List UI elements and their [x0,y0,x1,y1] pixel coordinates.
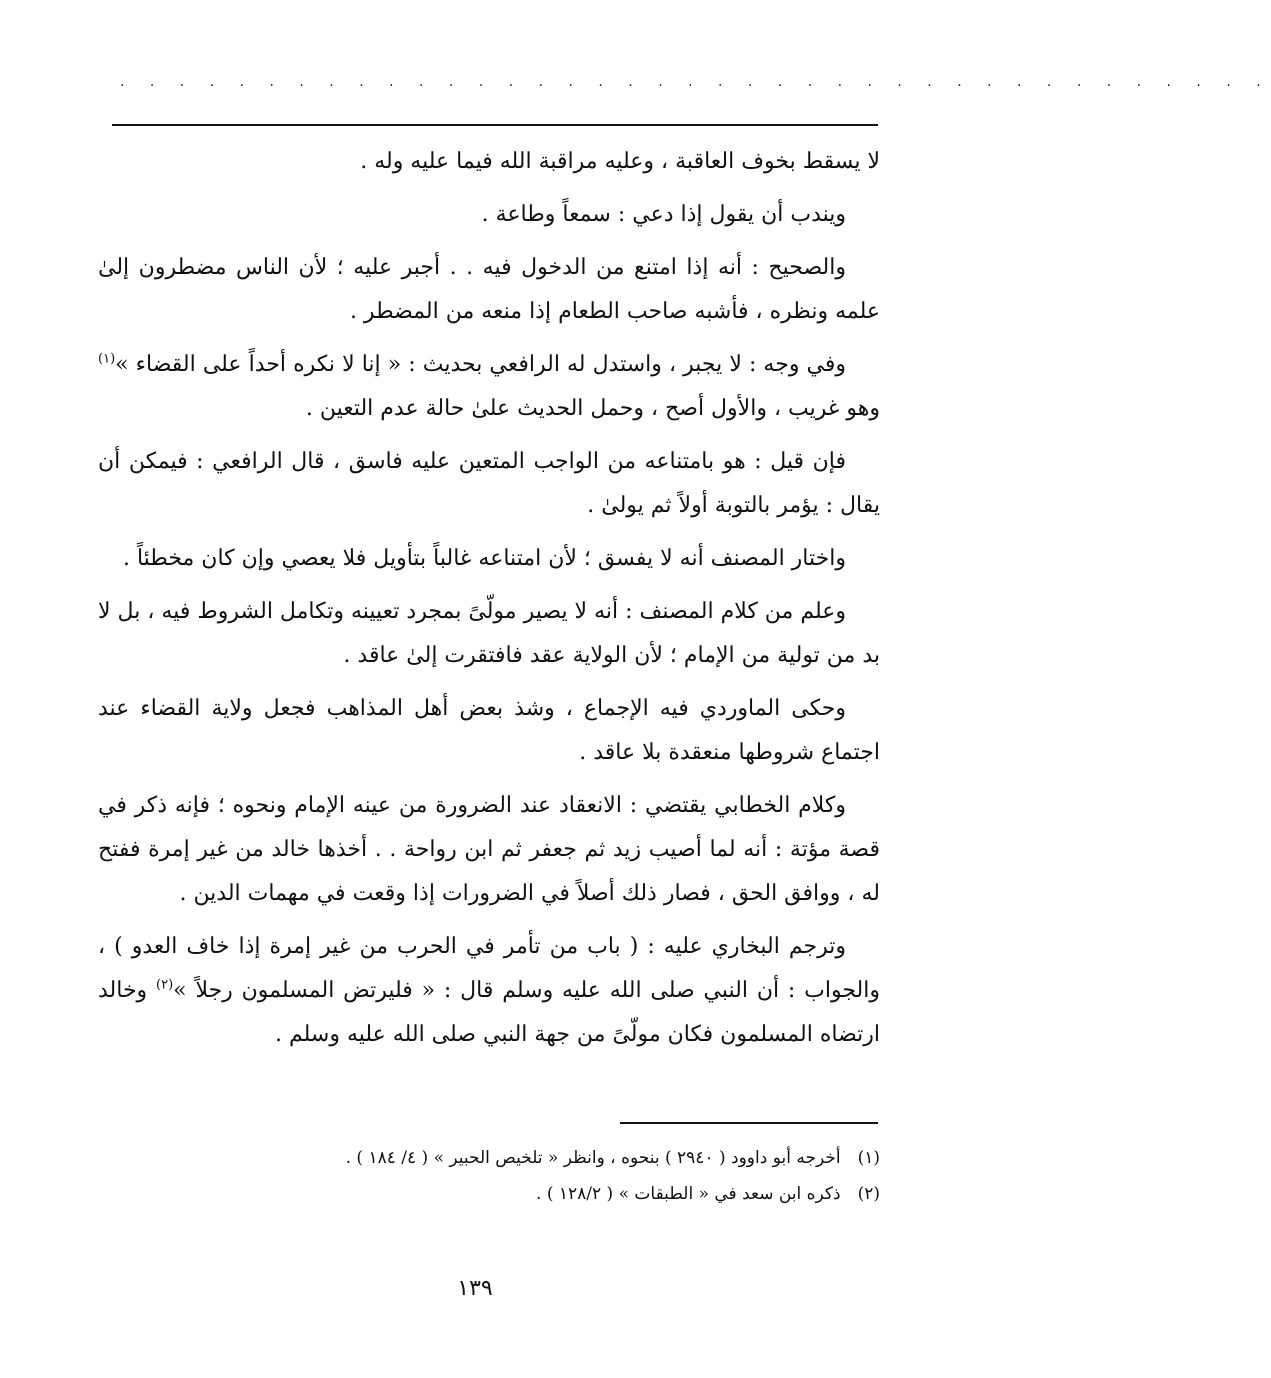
footnote-ref-2[interactable]: (٢) [156,977,174,993]
main-text [98,140,880,1066]
paragraph-3: والصحيح : أنه إذا امتنع من الدخول فيه . . أجبر عليه ؛ لأن الناس مضطرون إلىٰ علمه ونظره ، فأشبه صاحب الطعام إذا منعه من المضطر . [98,255,880,324]
paragraph-4-text: وفي وجه : لا يجبر ، واستدل له الرافعي بحديث : « إنا لا نكره أحداً على القضاء » [115,352,846,377]
paragraph-9: وكلام الخطابي يقتضي : الانعقاد عند الضرورة من عينه الإمام ونحوه ؛ فإنه ذكر في قصة مؤتة : أنه لما أصيب زيد ثم جعفر ثم ابن رواحة . . أخذها خالد من غير إمرة ففتح له ، ووافق الحق ، فصار ذلك أصلاً في الضرورات إذا وقعت في مهمات الدين . [98,793,880,906]
footnote-number: (٢) [857,1184,880,1204]
footnote-text: ذكره ابن سعد في « الطبقات » ( ١٢٨/٢ ) . [536,1184,841,1204]
paragraph-6: واختار المصنف أنه لا يفسق ؛ لأن امتناعه غالباً بتأويل فلا يعصي وإن كان مخطئاً . [122,546,846,571]
paragraph-2: ويندب أن يقول إذا دعي : سمعاً وطاعة . [481,202,846,227]
header-rule [112,124,878,126]
footnote-1 [140,1140,880,1176]
paragraph-8: وحكى الماوردي فيه الإجماع ، وشذ بعض أهل المذاهب فجعل ولاية القضاء عند اجتماع شروطها منعقدة بلا عاقد . [98,696,880,765]
footnote-text: أخرجه أبو داوود ( ٢٩٤٠ ) بنحوه ، وانظر « تلخيص الحبير » ( ٤/ ١٨٤ ) . [345,1148,841,1168]
paragraph-10-text: وترجم البخاري عليه : ( باب من تأمر في الحرب من غير إمرة إذا خاف العدو ) ، والجواب : أن النبي صلى الله عليه وسلم قال : « فليرتض المسلمون رجلاً » [98,934,880,1003]
footnote-number: (١) [857,1148,880,1168]
footnote-ref-1[interactable]: (١) [98,351,116,367]
paragraph-7: وعلم من كلام المصنف : أنه لا يصير مولّىً بمجرد تعيينه وتكامل الشروط فيه ، بل لا بد من تولية من الإمام ؛ لأن الولاية عقد فافتقرت إلىٰ عاقد . [98,599,880,668]
paragraph-4 [98,343,880,431]
footnote-separator [620,1122,878,1124]
paragraph-4-text-cont: وهو غريب ، والأول أصح ، وحمل الحديث علىٰ حالة عدم التعين . [305,396,880,421]
footnotes [140,1140,880,1212]
paragraph-10-text-cont: وخالد ارتضاه المسلمون فكان مولّىً من جهة النبي صلى الله عليه وسلم . [98,978,880,1047]
paragraph-5: فإن قيل : هو بامتناعه من الواجب المتعين عليه فاسق ، قال الرافعي : فيمكن أن يقال : يؤمر بالتوبة أولاً ثم يولىٰ . [98,449,880,518]
page-number: ١٣٩ [457,1276,493,1301]
paragraph-10 [98,925,880,1057]
footnote-2 [140,1176,880,1212]
paragraph-1: لا يسقط بخوف العاقبة ، وعليه مراقبة الله فيما عليه وله . [360,149,880,174]
header-dotted-line: . . . . . . . . . . . . . . . . . . . . . . . . . . . . . . . . . . . . . . . [120,74,1271,90]
